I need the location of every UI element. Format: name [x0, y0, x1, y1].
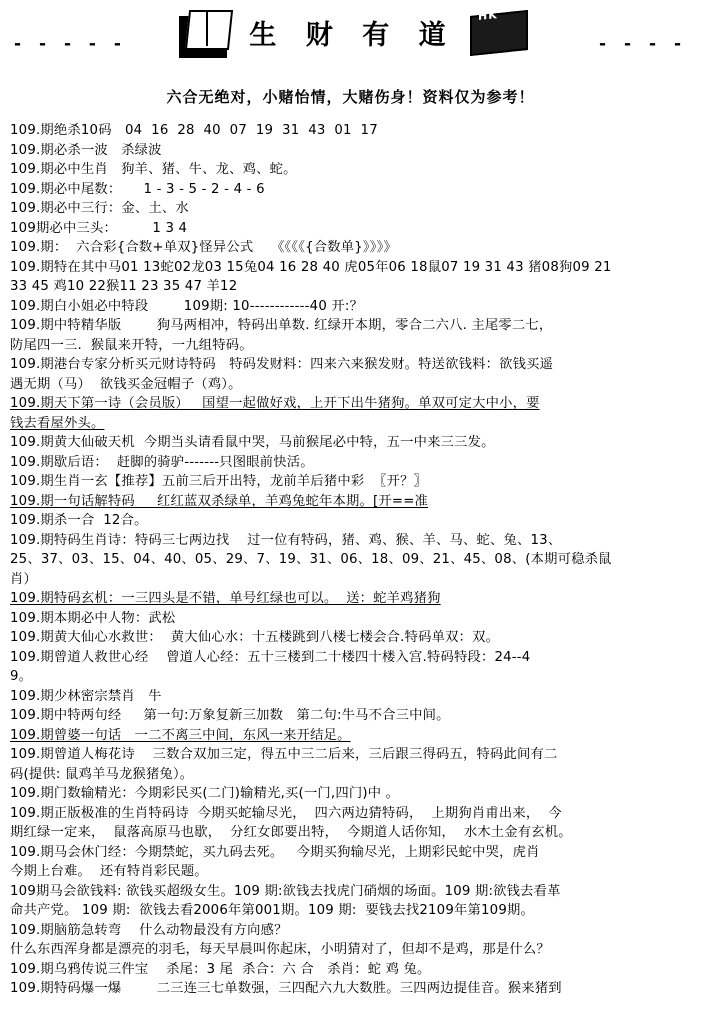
content-line: 109.期马会休门经：今期禁蛇，买九码去死。 今期买狗输尽光，上期彩民蛇中哭，虎肖 — [10, 844, 540, 860]
content-line: 109.期少林密宗禁肖 牛 — [10, 688, 162, 704]
content-line: 109.期白小姐必中特段 109期: 10------------40 开:？ — [10, 298, 364, 314]
content-line: 109.期生肖一玄【推荐】五前三后开出特，龙前羊后猪中彩 〖开？〗 — [10, 474, 428, 489]
content-line: 109.期必中尾数： 1 - 3 - 5 - 2 - 4 - 6 — [10, 181, 265, 197]
content-line: 109.期特在其中马01 13蛇02龙03 15兔04 16 28 40 虎05年06 18鼠07 19 31 43 猪08狗09 21 — [10, 259, 612, 275]
content-line: 遇无期（马） 欲钱买金冠帽子（鸡）。 — [10, 376, 242, 392]
content-line: 109.期港台专家分析买元财诗特码 特码发财料：四来六来猴发财。特送欲钱料：欲钱买遥 — [10, 357, 554, 372]
disclaimer-subtitle: 六合无绝对，小赌怡情，大赌伤身！资料仅为参考！ — [166, 88, 535, 106]
open-book-icon — [173, 6, 237, 58]
content-line: 109.期： 六合彩{合数+单双}怪异公式 《《《《{合数单}》》》》 — [10, 240, 397, 255]
content-line: 109.期门数输精光：今期彩民买(二门)输精光,买(一门,四门)中 。 — [10, 786, 400, 801]
content-line: 109.期本期必中人物：武松 — [10, 610, 176, 626]
page-title: 生 财 有 道 — [249, 19, 456, 51]
content-line: 25、37、03、15、04、40、05、29、7、19、31、06、18、09、21、45、08、(本期可稳杀鼠 — [10, 552, 612, 567]
content-line: 109.期中特两句经 第一句:万象复新三加数 第二句:牛马不合三中间。 — [10, 708, 450, 723]
content-line: 命共产党。 109 期: 欲钱去看2006年第001期。109 期: 要钱去找2109年第109期。 — [10, 903, 534, 918]
content-line: 109.期黄大仙破天机 今期当头请看鼠中哭，马前猴尾必中特，五一中来三三发。 — [10, 435, 495, 450]
content-line: 109.期黄大仙心水救世： 黄大仙心水：十五楼跳到八楼七楼会合.特码单双：双。 — [10, 630, 500, 645]
content-line: 109.期杀一合 12合。 — [10, 513, 148, 528]
content-line: 109.期必杀一波 杀绿波 — [10, 142, 162, 158]
content-line: 109.期中特精华版 狗马两相冲，特码出单数. 红绿开本期，零合二六八. 主尾零二七， — [10, 318, 553, 333]
content-line: 109.期乌鸦传说三件宝 杀尾：3 尾 杀合：六 合 杀肖：蛇 鸡 兔。 — [10, 961, 431, 977]
content-line: 109.期特码生肖诗：特码三七两边找 过一位有特码，猪、鸡、猴、羊、马、蛇、兔、13、 — [10, 532, 562, 548]
content-line: 109.期一句话解特码 红红蓝双杀绿单，羊鸡兔蛇年本期。[开==准 — [10, 493, 429, 509]
content-line: 109.期绝杀10码 04 16 28 40 07 19 31 43 01 17 — [10, 123, 378, 138]
content-line: 109.期特码爆一爆 二三连三七单数强，三四配六九大数胜。三四两边提佳音。猴来猪到 — [10, 981, 562, 996]
content-line: 109.期正版极准的生肖特码诗 今期买蛇输尽光， 四六两边猜特码， 上期狗肖甫出来， 今 — [10, 805, 562, 821]
content-line: 今期上台难。 还有特肖彩民题。 — [10, 864, 208, 879]
content-line: 109.期必中三行：金、土、水 — [10, 201, 189, 216]
content-line: 期红绿一定来， 鼠落高原马也歇， 分红女郎要出特， 今期道人话你知， 水木土金有玄机。 — [10, 825, 572, 840]
book-label: HK — [477, 7, 498, 24]
content-line: 109.期脑筋急转弯 什么动物最没有方向感？ — [10, 922, 288, 938]
title-block — [0, 6, 701, 58]
content-line: 码(提供: 鼠鸡羊马龙猴猪兔）。 — [10, 766, 194, 782]
content-line: 109期必中三头： 1 3 4 — [10, 220, 188, 236]
content-line: 109期马会欲钱料: 欲钱买超级女生。109 期:欲钱去找虎门硝烟的场面。109 期:欲钱去看革 — [10, 883, 561, 899]
content-line: 什么东西浑身都是漂亮的羽毛，每天早晨叫你起床，小明猜对了，但却不是鸡，那是什么？ — [10, 942, 550, 957]
content-line: 109.期歇后语： 赶脚的骑驴-------只图眼前快活。 — [10, 454, 314, 470]
decorative-dashes-left: - - - - - — [14, 34, 127, 54]
content-line: 109.期天下第一诗（会员版） 国望一起做好戏，上开下出牛猪狗。单双可定大中小，要 — [10, 396, 540, 411]
content-line: 钱去看屋外头。 — [10, 415, 105, 431]
content-line: 109.期曾婆一句话 一二不离三中间，东风一来开结足。 — [10, 727, 351, 743]
content-line: 109.期曾道人救世心经 曾道人心经：五十三楼到二十楼四十楼入宫.特码特段：24--4 — [10, 649, 531, 665]
content-line: 9。 — [10, 669, 33, 684]
content-line: 肖） — [10, 571, 37, 587]
content-body — [0, 121, 701, 1011]
content-line: 109.期必中生肖 狗羊、猪、牛、龙、鸡、蛇。 — [10, 162, 297, 177]
content-line: 33 45 鸡10 22猴11 23 35 47 羊12 — [10, 279, 238, 294]
content-line: 防尾四一三. 猴鼠来开特，一九组特码。 — [10, 337, 253, 353]
content-line: 109.期曾道人梅花诗 三数合双加三定，得五中三二后来，三后跟三得码五，特码此间有二 — [10, 747, 558, 762]
closed-book-icon — [468, 7, 528, 57]
decorative-dashes-right: - - - - — [599, 34, 687, 54]
content-line: 109.期特码玄机：一三四头是不错，单号红绿也可以。 送：蛇羊鸡猪狗 — [10, 591, 441, 606]
page-header — [0, 0, 701, 78]
